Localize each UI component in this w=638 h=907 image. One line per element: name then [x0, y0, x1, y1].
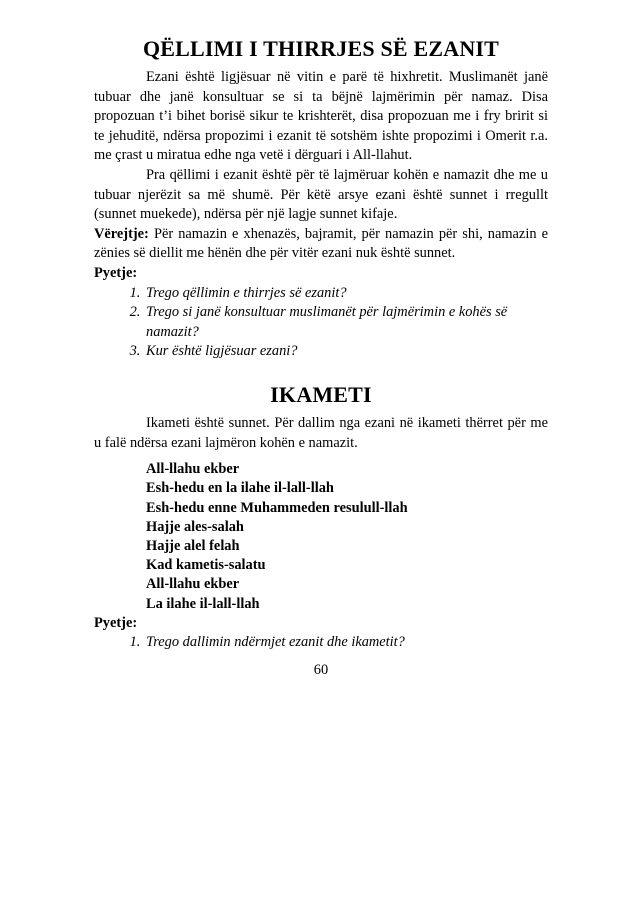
recitation-line: Esh-hedu en la ilahe il-lall-llah [146, 480, 334, 497]
questions-label-2: Pyetje: [94, 614, 138, 631]
ikamet-recitation [146, 460, 548, 614]
recitation-line: Hajje ales-salah [146, 518, 244, 535]
recitation-line: Esh-hedu enne Muhammeden resulull-llah [146, 499, 408, 516]
paragraph-ezani-purpose: Pra qëllimi i ezanit është për të lajmëruar kohën e namazit dhe me u tubuar njerëzit sa më shumë. Për këtë arsye ezani është sunnet i rregullt (sunnet muekede), ndërsa për një lagje sunnet kifaje. [94, 166, 548, 223]
questions-list-2 [94, 633, 548, 653]
note-text: Për namazin e xhenazës, bajramit, për namazin për shi, namazin e zënies së diellit me hënën dhe për vitër ezani nuk është sunnet. [94, 225, 548, 262]
question-item: 3. Kur është ligjësuar ezani? [144, 342, 548, 362]
section-title-ikameti: IKAMETI [270, 381, 372, 407]
page-number: 60 [313, 661, 329, 678]
recitation-line: Kad kametis-salatu [146, 557, 266, 574]
recitation-line: La ilahe il-lall-llah [146, 595, 260, 612]
note-paragraph [94, 225, 548, 264]
question-item: 1. Trego dallimin ndërmjet ezanit dhe ikametit? [144, 633, 548, 653]
document-page [94, 36, 548, 681]
recitation-line: All-llahu ekber [146, 576, 240, 593]
questions-list-1 [94, 284, 548, 362]
note-label: Vërejtje: [94, 225, 149, 242]
questions-label-1: Pyetje: [94, 264, 138, 281]
recitation-line: All-llahu ekber [146, 461, 240, 478]
paragraph-ezani-history: Ezani është ligjësuar në vitin e parë të hixhretit. Muslimanët janë tubuar dhe janë konsultuar se si ta bëjnë lajmërimin për namaz. Disa propozuan t’i bihet borisë sikur te krishterët, disa propozuan me i fry bririt si te jehuditë, ndërsa propozimi i ezanit të sotshëm ishte propozimi i Omerit r.a. me çrast u miratua edhe nga vetë i dërguari i All-llahut. [94, 69, 548, 164]
recitation-line: Hajje alel felah [146, 537, 240, 554]
section-title-ezani: QËLLIMI I THIRRJES SË EZANIT [142, 36, 500, 61]
paragraph-ikameti: Ikameti është sunnet. Për dallim nga ezani në ikameti thërret për me u falë ndërsa ezani lajmëron kohën e namazit. [94, 414, 548, 451]
question-item: 2. Trego si janë konsultuar muslimanët për lajmërimin e kohës së namazit? [144, 303, 548, 342]
question-item: 1. Trego qëllimin e thirrjes së ezanit? [144, 284, 548, 304]
